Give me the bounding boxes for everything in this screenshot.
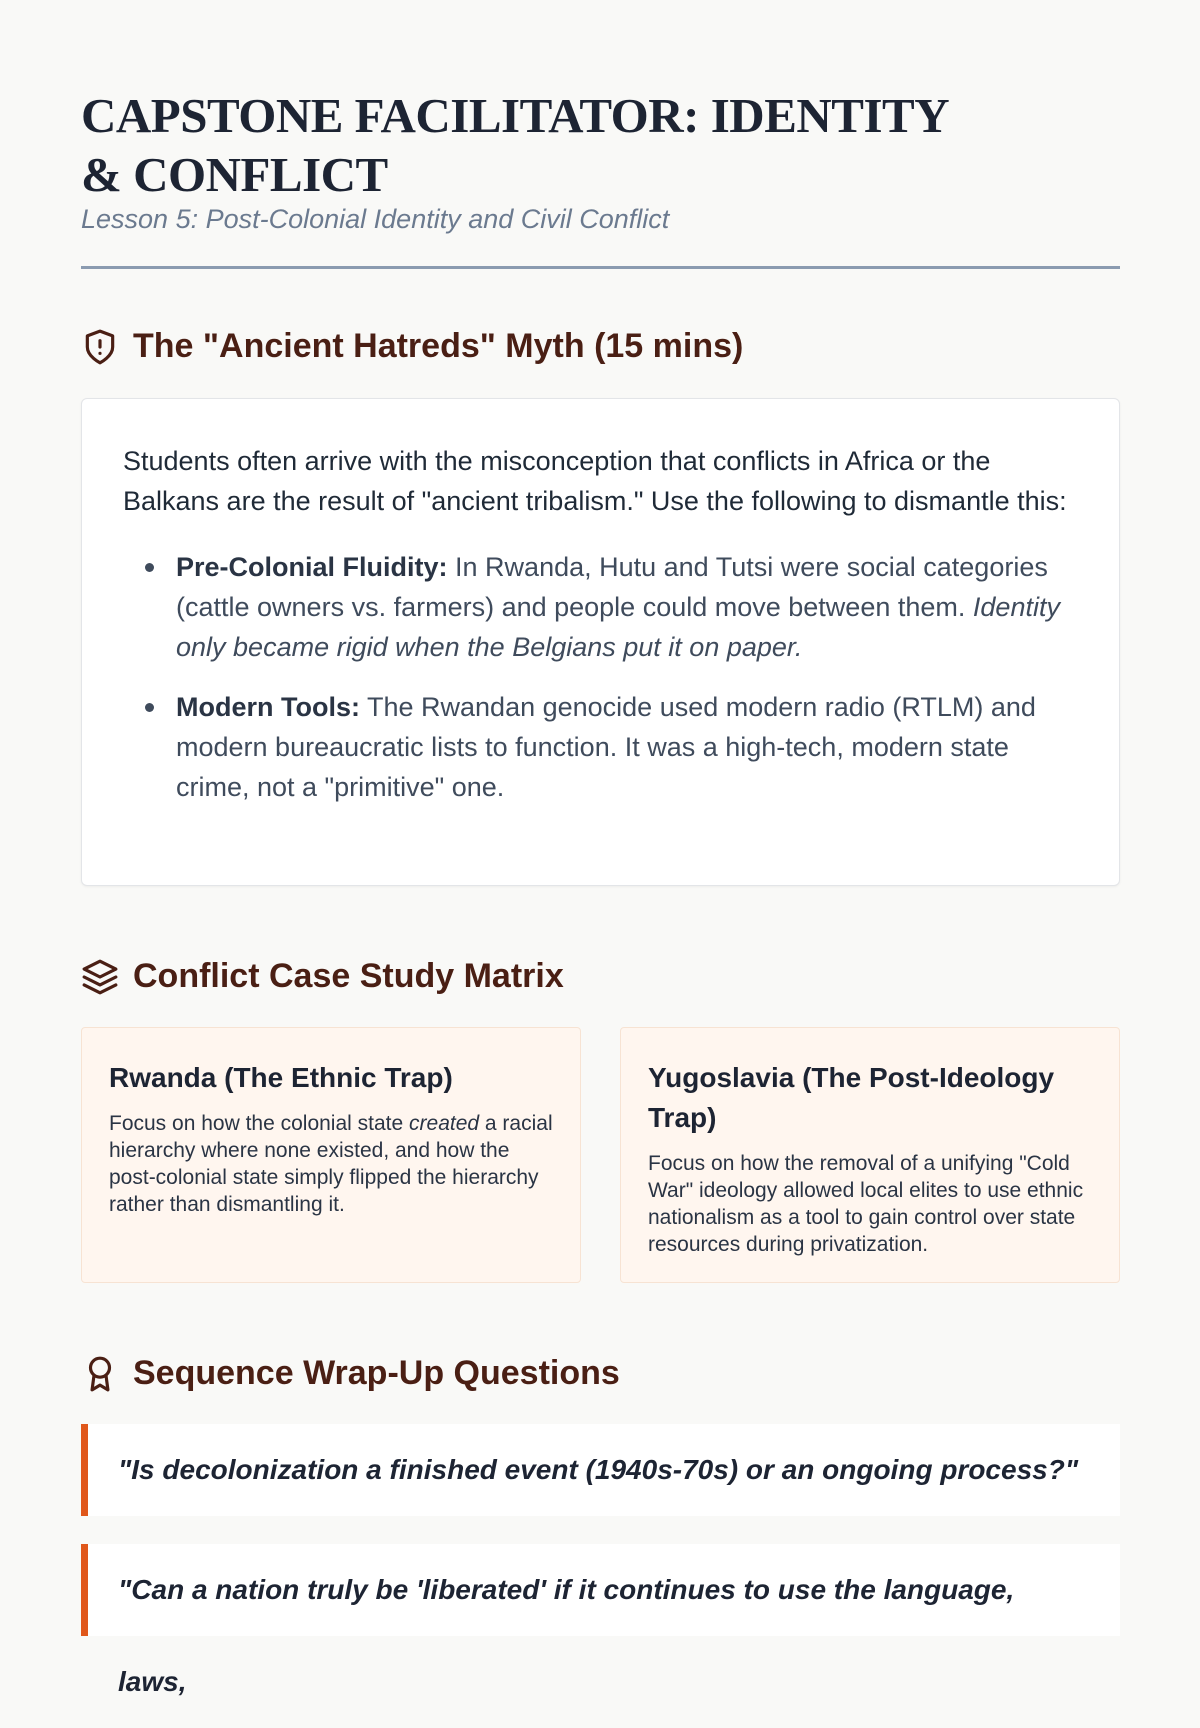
- list-item: [176, 547, 1079, 667]
- question-text: "Can a nation truly be 'liberated' if it continues to use the language, laws,: [118, 1574, 1015, 1697]
- case-card-yugoslavia: [620, 1027, 1120, 1283]
- bullet-emphasis: Identity only became rigid when the Belgians put it on paper.: [176, 592, 1060, 662]
- case-title: Rwanda (The Ethnic Trap): [109, 1062, 453, 1093]
- list-item: [176, 687, 1079, 807]
- myth-bullet-list: [123, 547, 1079, 807]
- wrapup-question: [81, 1424, 1120, 1516]
- matrix-section-heading: Conflict Case Study Matrix: [133, 957, 564, 995]
- wrapup-section-header: [81, 1354, 620, 1393]
- myth-card: [81, 398, 1120, 886]
- case-title: Yugoslavia (The Post-Ideology Trap): [648, 1062, 1055, 1133]
- case-card-rwanda: [81, 1027, 581, 1283]
- myth-section-heading: The "Ancient Hatreds" Myth (15 mins): [133, 327, 744, 365]
- question-text: "Is decolonization a finished event (1940s-70s) or an ongoing process?": [118, 1454, 1079, 1485]
- page-title: CAPSTONE FACILITATOR: IDENTITY & CONFLICT: [81, 88, 948, 202]
- myth-intro: Students often arrive with the misconception that conflicts in Africa or the Balkans are the result of "ancient tribalism." Use the following to dismantle this:: [123, 446, 1067, 516]
- myth-section-header: [81, 327, 743, 366]
- bullet-text: The Rwandan genocide used modern radio (RTLM) and modern bureaucratic lists to function. It was a high-tech, modern state crime, not a "primitive" one.: [176, 692, 1036, 802]
- bullet-text: In Rwanda, Hutu and Tutsi were social categories (cattle owners vs. farmers) and people could move between them.: [176, 552, 1048, 622]
- lesson-subtitle: Lesson 5: Post-Colonial Identity and Civil Conflict: [81, 204, 670, 234]
- bullet-term: Modern Tools:: [176, 692, 360, 722]
- layers-icon: [81, 958, 119, 996]
- award-icon: [81, 1355, 119, 1393]
- header-divider: [81, 266, 1120, 269]
- wrapup-section-heading: Sequence Wrap-Up Questions: [133, 1354, 620, 1392]
- wrapup-question: [81, 1544, 1120, 1697]
- shield-alert-icon: [81, 328, 119, 366]
- bullet-term: Pre-Colonial Fluidity:: [176, 552, 448, 582]
- matrix-section-header: [81, 957, 564, 996]
- case-text: a racial hierarchy where none existed, and how the post-colonial state simply flipped the hierarchy rather than dismantling it.: [109, 1112, 553, 1216]
- case-text: Focus on how the colonial state: [109, 1112, 404, 1135]
- case-description: Focus on how the removal of a unifying "Cold War" ideology allowed local elites to use ethnic nationalism as a tool to gain control over state resources during privatization.: [648, 1152, 1084, 1256]
- case-description: [109, 1110, 553, 1218]
- case-emphasis: created: [409, 1112, 480, 1135]
